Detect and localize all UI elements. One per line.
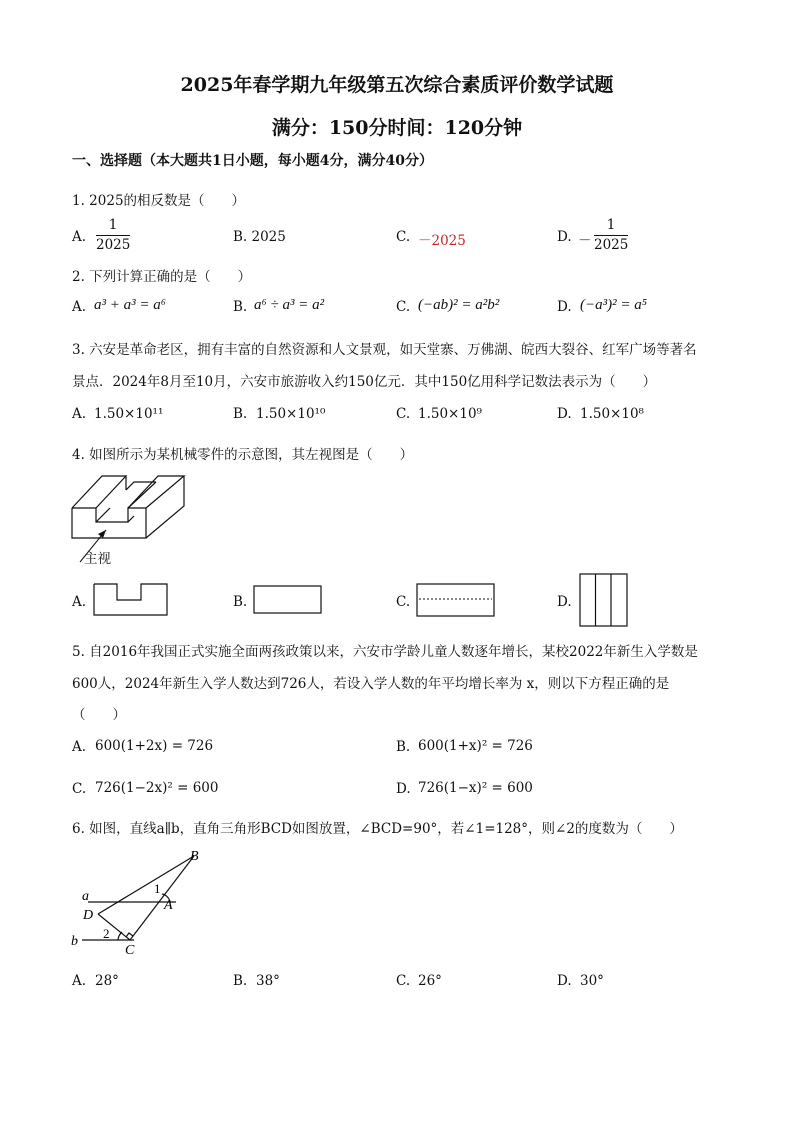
label-A: A xyxy=(164,898,173,913)
q6-option-d-label: D. xyxy=(557,973,572,989)
q3-option-b: 1.50×10¹⁰ xyxy=(256,406,326,422)
q4-figure-caption: 主视 xyxy=(84,551,111,567)
q1-option-d-label: D. xyxy=(557,229,572,245)
q4-option-d-shape xyxy=(579,573,629,627)
q3-option-a-label: A. xyxy=(72,406,87,422)
q1-a-numerator: 1 xyxy=(108,217,118,233)
question-5-line-3: （ ） xyxy=(72,707,126,723)
q2-option-b: a⁶ ÷ a³ = a² xyxy=(254,297,325,313)
question-2-stem: 2. 下列计算正确的是（ ） xyxy=(72,269,252,285)
q4-option-a-label: A. xyxy=(72,594,87,610)
q1-option-a-label: A. xyxy=(72,229,87,245)
q3-option-b-label: B. xyxy=(233,406,248,422)
fraction-bar xyxy=(594,235,628,236)
q1-d-numerator: 1 xyxy=(606,217,616,233)
question-5-line-2: 600人，2024年新生入学人数达到726人，若设入学人数的年平均增长率为 x，则以下方程正确的是 xyxy=(72,676,670,692)
q5-option-b-label: B. xyxy=(396,739,411,755)
q2-option-b-label: B. xyxy=(233,299,248,315)
arrow-head xyxy=(98,530,106,538)
q3-option-a: 1.50×10¹¹ xyxy=(94,406,164,422)
label-a: a xyxy=(82,889,89,904)
question-3-line-2: 景点．2024年8月至10月，六安市旅游收入约150亿元．其中150亿用科学记数法表示为（ ） xyxy=(72,374,657,390)
q4-option-b-label: B. xyxy=(233,594,248,610)
q6-option-c-label: C. xyxy=(396,973,411,989)
q6-option-a-label: A. xyxy=(72,973,87,989)
question-4-stem: 4. 如图所示为某机械零件的示意图，其左视图是（ ） xyxy=(72,447,414,463)
q6-option-a: 28° xyxy=(95,973,119,989)
q3-option-d: 1.50×10⁸ xyxy=(580,406,644,422)
segment-BD xyxy=(98,856,194,914)
q5-option-b: 600(1+x)² = 726 xyxy=(418,738,533,754)
q5-option-c: 726(1−2x)² = 600 xyxy=(95,780,219,796)
q4-option-b-shape xyxy=(253,585,323,615)
q1-option-d-sign: － xyxy=(578,233,592,249)
q4-option-c-label: C. xyxy=(396,594,411,610)
q6-geometry-figure xyxy=(66,846,216,958)
q2-option-c-label: C. xyxy=(396,299,411,315)
q1-option-c-value: －2025 xyxy=(418,233,466,249)
label-C: C xyxy=(125,943,135,958)
q5-option-d-label: D. xyxy=(396,781,411,797)
right-angle-mark xyxy=(126,933,133,937)
question-5-line-1: 5. 自2016年我国正式实施全面两孩政策以来，六安市学龄儿童人数逐年增长，某校2022年新生入学数是 xyxy=(72,644,698,660)
q4-option-d-label: D. xyxy=(557,594,572,610)
q6-option-d: 30° xyxy=(580,973,604,989)
q6-option-c: 26° xyxy=(418,973,442,989)
label-b: b xyxy=(71,934,78,949)
q5-option-a-label: A. xyxy=(72,739,87,755)
label-B: B xyxy=(190,849,199,864)
q2-option-c: (−ab)² = a²b² xyxy=(418,297,500,313)
q6-option-b-label: B. xyxy=(233,973,248,989)
q1-d-denominator: 2025 xyxy=(594,237,629,253)
question-3-line-1: 3. 六安是革命老区，拥有丰富的自然资源和人文景观，如天堂寨、万佛湖、皖西大裂谷、红军广场等著名 xyxy=(72,342,697,358)
fraction-bar xyxy=(96,235,130,236)
q1-a-denominator: 2025 xyxy=(96,237,131,253)
q3-option-d-label: D. xyxy=(557,406,572,422)
q3-option-c: 1.50×10⁹ xyxy=(418,406,482,422)
label-D: D xyxy=(83,908,94,923)
q2-option-a: a³ + a³ = a⁶ xyxy=(94,297,166,313)
section-heading: 一、选择题（本大题共1日小题，每小题4分，满分40分） xyxy=(72,153,433,169)
label-angle-2: 2 xyxy=(103,926,110,941)
q2-option-a-label: A. xyxy=(72,299,87,315)
q3-option-c-label: C. xyxy=(396,406,411,422)
label-angle-1: 1 xyxy=(154,881,161,896)
q6-option-b: 38° xyxy=(256,973,280,989)
question-6-stem: 6. 如图，直线a∥b，直角三角形BCD如图放置，∠BCD=90°，若∠1=128°，则∠2的度数为（ ） xyxy=(72,821,683,837)
q5-option-c-label: C. xyxy=(72,781,87,797)
page-title: 2025年春学期九年级第五次综合素质评价数学试题 xyxy=(180,74,614,96)
q5-option-a: 600(1+2x) = 726 xyxy=(95,738,214,754)
q1-option-c-label: C. xyxy=(396,229,411,245)
q5-option-d: 726(1−x)² = 600 xyxy=(418,780,533,796)
q1-option-b: B. 2025 xyxy=(233,229,286,245)
q2-option-d-label: D. xyxy=(557,299,572,315)
q4-option-c-shape xyxy=(416,583,496,617)
q1-option-d-fraction xyxy=(594,217,628,254)
page-subtitle: 满分：150分时间：120分钟 xyxy=(271,117,523,139)
angle-2-arc xyxy=(118,932,122,940)
q1-option-a-fraction xyxy=(96,217,130,254)
segment-BC xyxy=(130,856,194,940)
q2-option-d: (−a³)² = a⁵ xyxy=(580,297,647,313)
question-1-stem: 1. 2025的相反数是（ ） xyxy=(72,193,246,209)
q4-option-a-shape xyxy=(93,583,169,617)
